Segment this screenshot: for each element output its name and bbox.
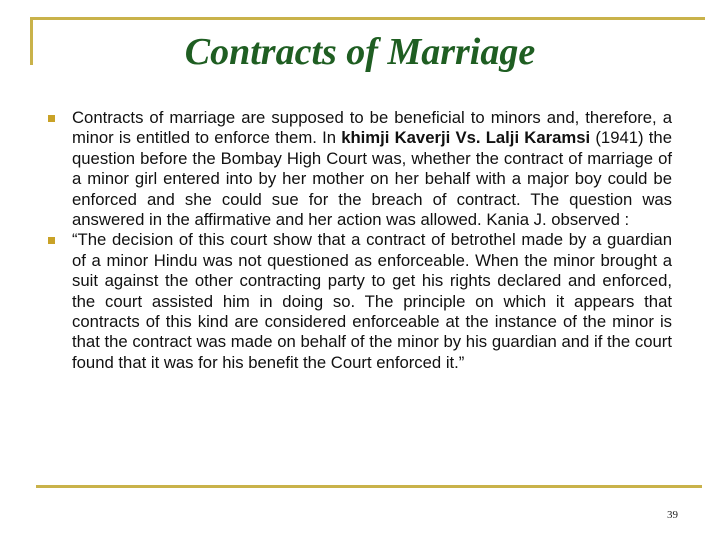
bullet-text-2: [72, 230, 672, 373]
frame-top-rule: [30, 17, 705, 20]
bullet-1-part-1: Contracts of marriage are supposed to be beneficial to minors and, therefore, a minor is entitled to enforce them. In: [72, 108, 672, 148]
bullet-text-1: [72, 108, 672, 230]
slide-title: Contracts of Marriage: [184, 31, 536, 73]
slide-body: [48, 108, 672, 373]
bullet-1-part-3: (1941) the question before the Bombay High Court was, whether the contract of marriage of a minor girl entered into by her mother on her behalf with a major boy could be enforced and she could sue for the breach of contract. The question was answered in the affirmative and her action was allowed. Kania J. observed :: [72, 128, 672, 230]
square-bullet-icon: [48, 237, 55, 244]
bullet-item-2: [48, 230, 672, 373]
page-number: 39: [667, 509, 678, 521]
square-bullet-icon: [48, 115, 55, 122]
quotation-text: “The decision of this court show that a contract of betrothel made by a guardian of a minor Hindu was not questioned as enforceable. When the minor brought a suit against the other contracting party to get his rights declared and enforced, the court assisted him in doing so. The principle on which it appears that contracts of this kind are considered enforceable at the instance of the minor is that the contract was made on behalf of the minor by his guardian and if the court found that it was for his benefit the Court enforced it.”: [72, 230, 672, 372]
bullet-item-1: [48, 108, 672, 230]
case-name: khimji Kaverji Vs. Lalji Karamsi: [341, 128, 591, 148]
frame-bottom-rule: [36, 485, 702, 488]
